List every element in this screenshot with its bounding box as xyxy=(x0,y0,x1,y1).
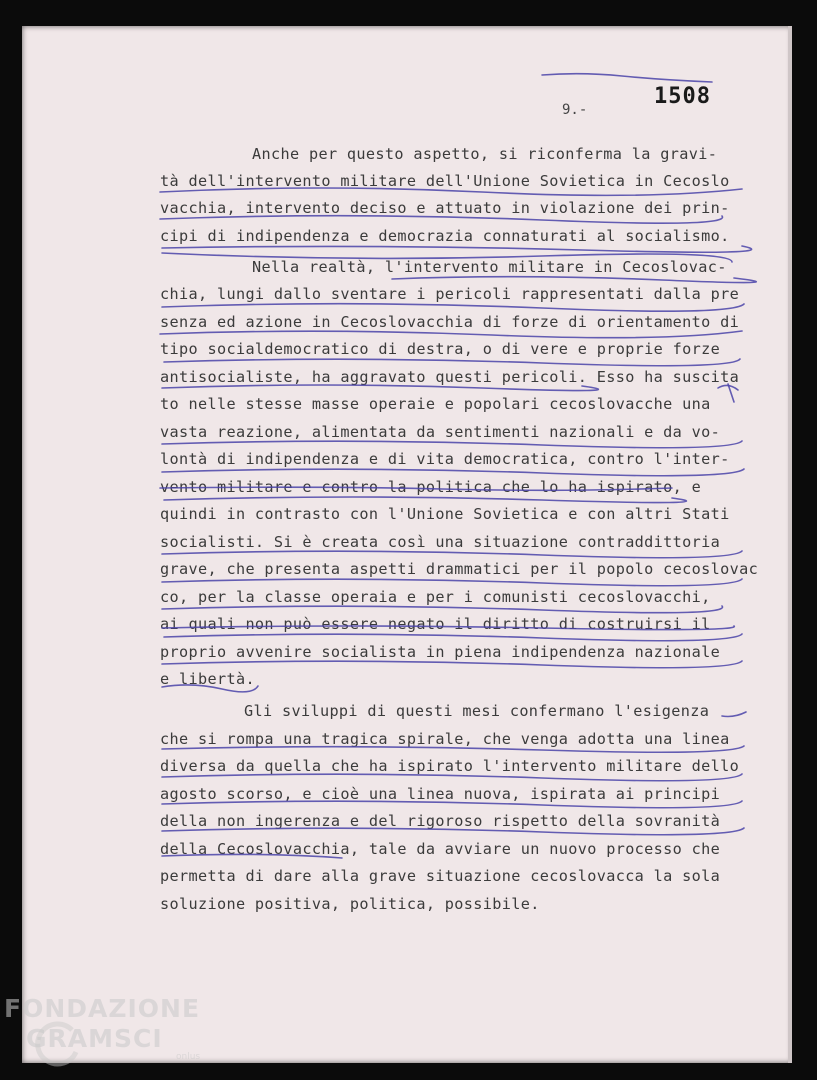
text-line: vasta reazione, alimentata da sentimenti nazionali e da vo- xyxy=(160,423,721,441)
text-line: permetta di dare alla grave situazione cecoslovacca la sola xyxy=(160,867,721,885)
underline-mark xyxy=(718,385,738,390)
fondazione-gramsci-watermark xyxy=(0,994,230,1074)
underline-mark xyxy=(392,277,756,283)
underline-mark xyxy=(164,497,686,503)
underline-mark xyxy=(728,384,734,402)
text-line: diversa da quella che ha ispirato l'intervento militare dello xyxy=(160,757,740,775)
text-line: quindi in contrasto con l'Unione Sovietica e con altri Stati xyxy=(160,505,730,523)
text-line: to nelle stesse masse operaie e popolari cecoslovacche una xyxy=(160,395,711,413)
underline-mark xyxy=(164,634,742,641)
text-line: vento militare e contro la politica che lo ha ispirato, e xyxy=(160,478,702,496)
underline-mark xyxy=(160,331,742,338)
underline-mark xyxy=(162,246,752,252)
text-line: chia, lungi dallo sventare i pericoli rappresentati dalla pre xyxy=(160,285,740,303)
underline-mark xyxy=(162,606,723,613)
text-line: antisocialiste, ha aggravato questi pericoli. Esso ha suscita xyxy=(160,368,740,386)
text-line: Anche per questo aspetto, si riconferma la gravi- xyxy=(252,145,718,163)
text-line: tà dell'intervento militare dell'Unione Sovietica in Cecoslo xyxy=(160,172,730,190)
watermark-line1: FONDAZIONE xyxy=(4,994,201,1023)
text-line: Nella realtà, l'intervento militare in Cecoslovac- xyxy=(252,258,727,276)
text-line: e libertà. xyxy=(160,670,255,688)
text-line: proprio avvenire socialista in piena indipendenza nazionale xyxy=(160,643,721,661)
text-line: tipo socialdemocratico di destra, o di vere e proprie forze xyxy=(160,340,721,358)
underline-mark xyxy=(162,441,742,448)
underline-mark xyxy=(162,661,742,668)
text-line: agosto scorso, e cioè una linea nuova, ispirata ai principi xyxy=(160,785,721,803)
text-line: vacchia, intervento deciso e attuato in violazione dei prin- xyxy=(160,199,730,217)
text-line: Gli sviluppi di questi mesi confermano l'esigenza xyxy=(244,702,710,720)
section-number: 9.- xyxy=(562,102,588,118)
text-line: lontà di indipendenza e di vita democratica, contro l'inter- xyxy=(160,450,730,468)
text-line: ai quali non può essere negato il diritto di costruirsi il xyxy=(160,615,711,633)
underline-mark xyxy=(162,469,744,476)
text-line: che si rompa una tragica spirale, che venga adotta una linea xyxy=(160,730,730,748)
underline-mark xyxy=(162,551,742,558)
text-line: co, per la classe operaia e per i comunisti cecoslovacchi, xyxy=(160,588,711,606)
underline-mark xyxy=(162,774,742,781)
underline-mark xyxy=(722,712,746,717)
watermark-suffix: onlus xyxy=(176,1052,201,1062)
text-line: grave, che presenta aspetti drammatici per il popolo cecoslovac xyxy=(160,560,759,578)
page-number: 1508 xyxy=(654,84,711,109)
text-line: della non ingerenza e del rigoroso rispetto della sovranità xyxy=(160,812,721,830)
text-line: cipi di indipendenza e democrazia connaturati al socialismo. xyxy=(160,227,730,245)
document-page xyxy=(22,26,792,1063)
text-line: della Cecoslovacchia, tale da avviare un nuovo processo che xyxy=(160,840,721,858)
underline-mark xyxy=(162,579,742,586)
underline-mark xyxy=(542,74,712,82)
underline-mark xyxy=(164,359,740,366)
underline-mark xyxy=(162,304,744,311)
watermark-line2: GRAMSCI xyxy=(26,1024,163,1053)
text-line: senza ed azione in Cecoslovacchia di forze di orientamento di xyxy=(160,313,740,331)
text-line: soluzione positiva, politica, possibile. xyxy=(160,895,540,913)
text-line: socialisti. Si è creata così una situazione contraddittoria xyxy=(160,533,721,551)
